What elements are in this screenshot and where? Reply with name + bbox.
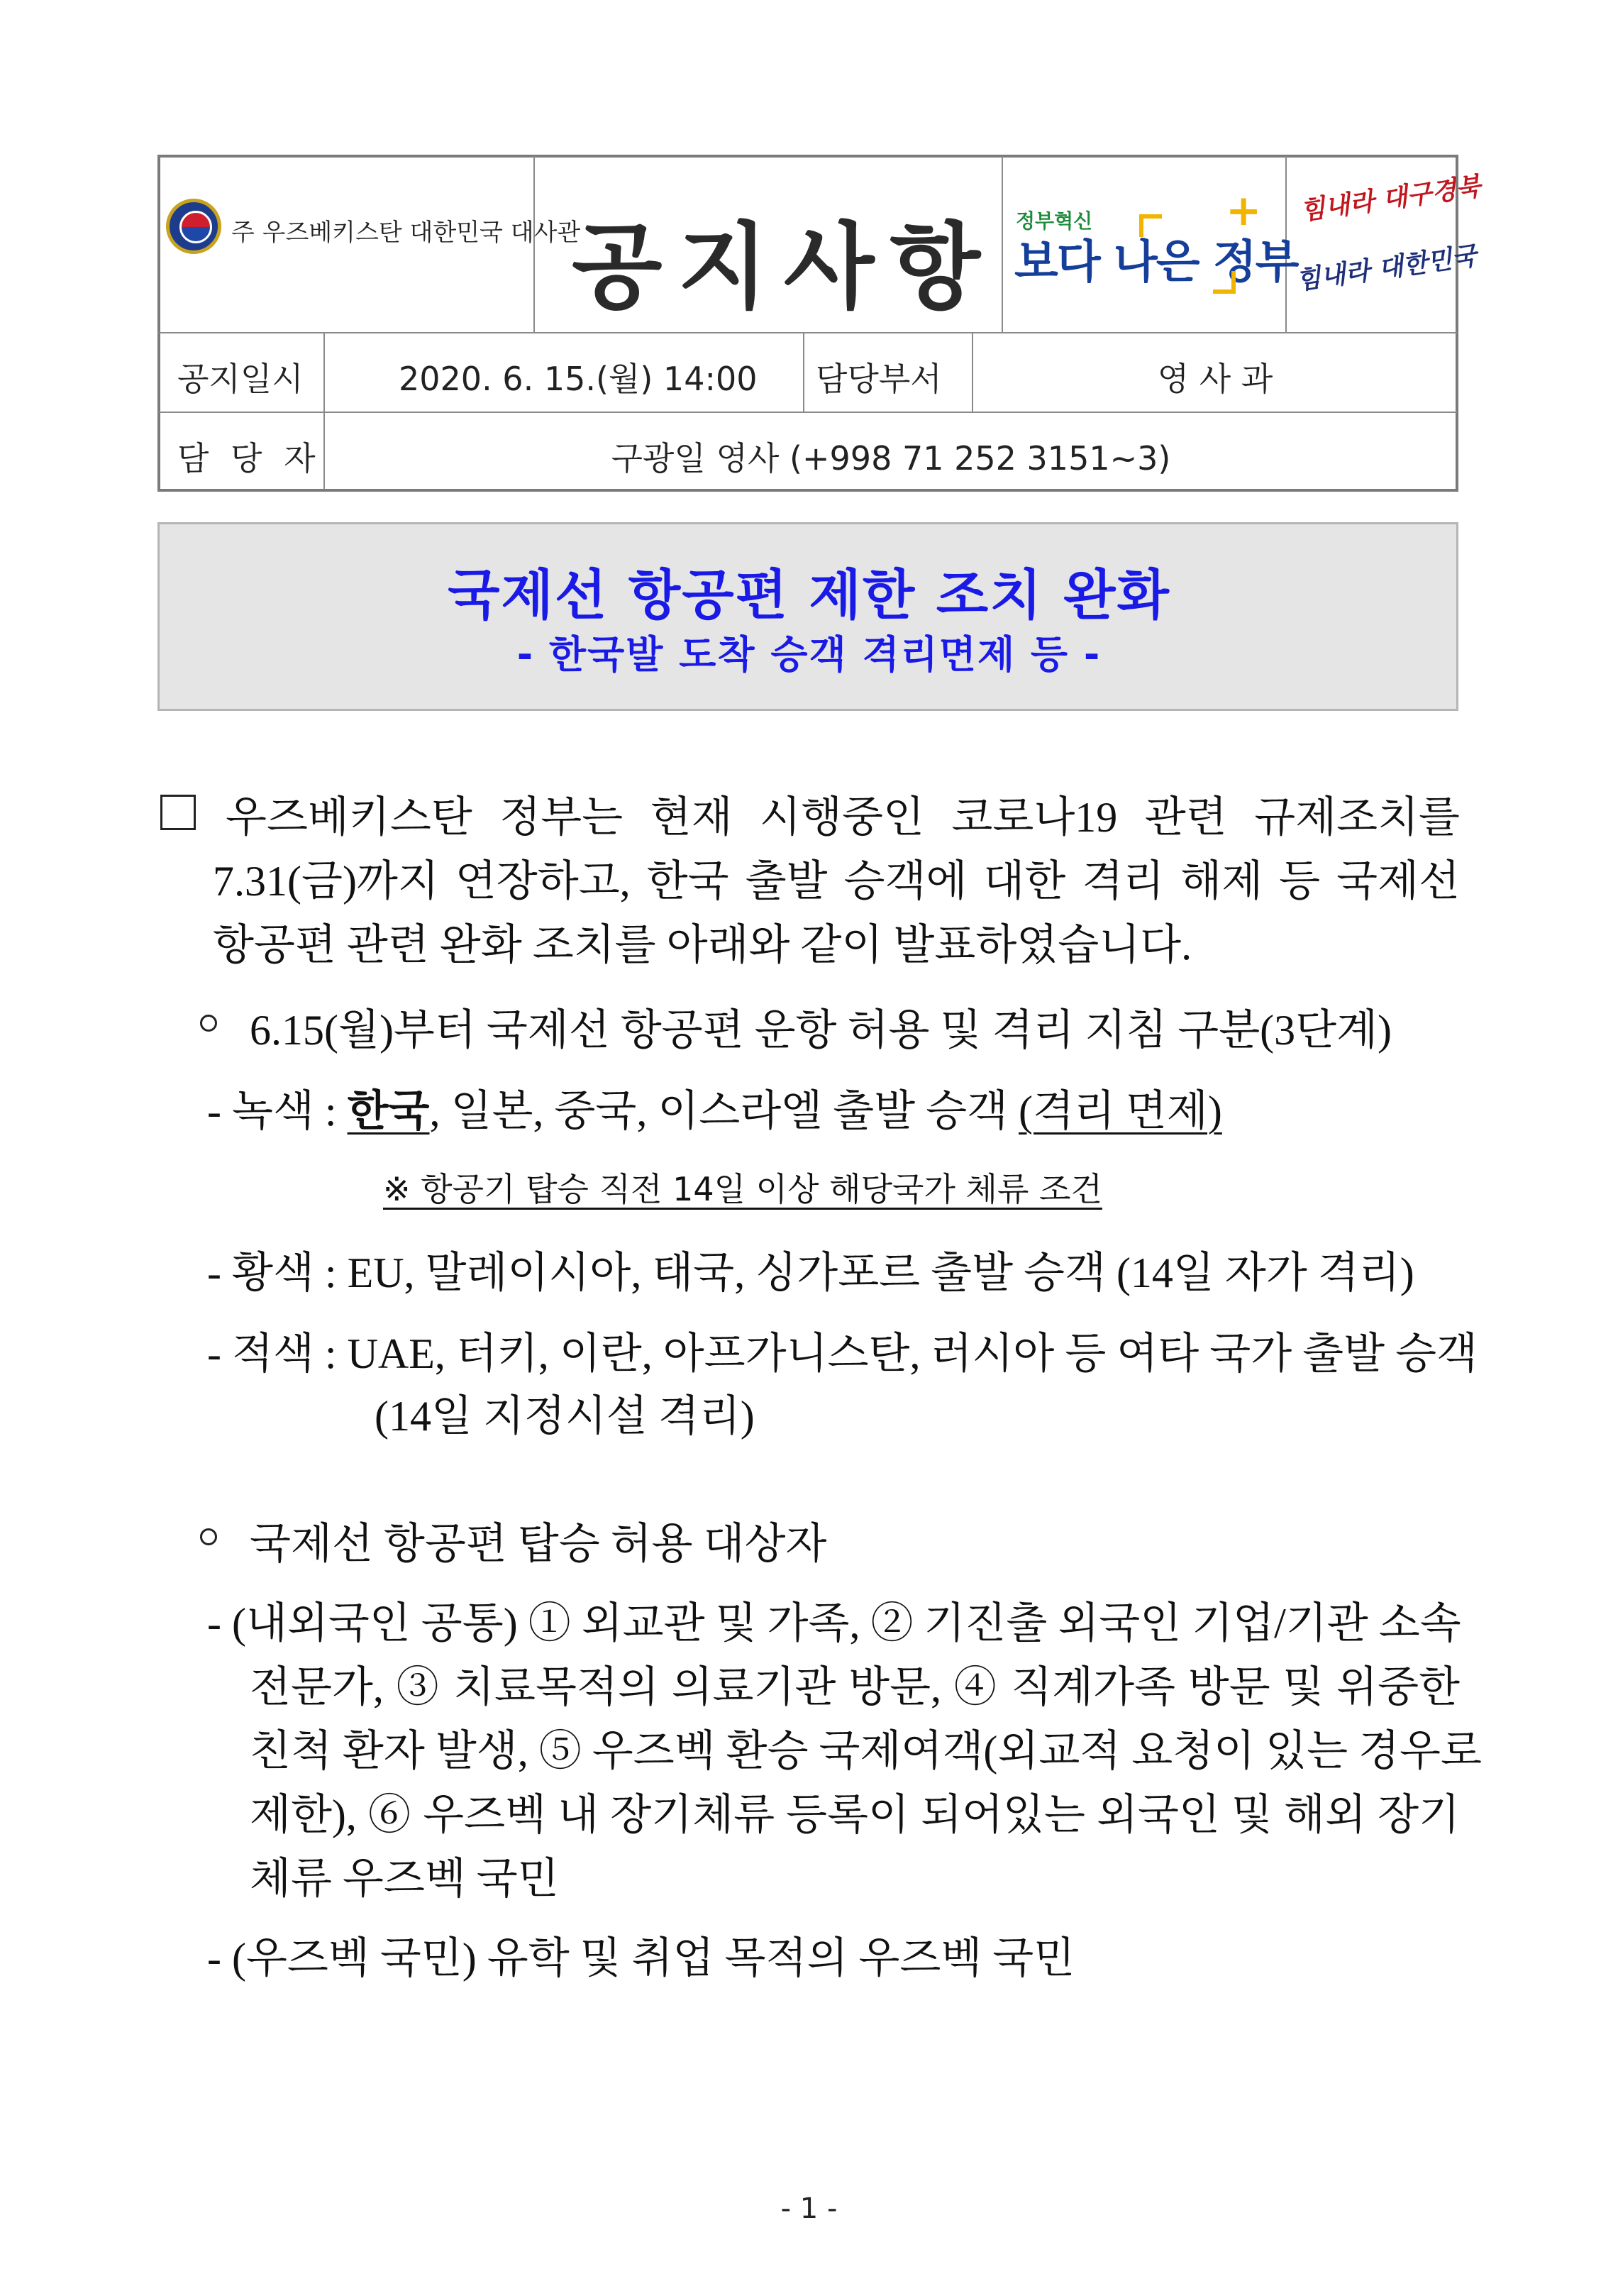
notice-date-value: 2020. 6. 15.(월) 14:00 (399, 360, 758, 398)
yellow-level-line: - 황색 : EU, 말레이시아, 태국, 싱가포르 출발 승객 (14일 자가 격리) (207, 1249, 1414, 1296)
green-countries: , 일본, 중국, 이스라엘 출발 승객 (429, 1088, 1019, 1135)
cheer-logo-line2: 힘내라 대한민국 (1294, 241, 1478, 296)
green-exempt: (격리 면제) (1019, 1088, 1222, 1135)
green-prefix: - 녹색 : (207, 1088, 348, 1135)
intro-line-3: 항공편 관련 완화 조치를 아래와 같이 발표하였습니다. (213, 922, 1192, 968)
red-level-line-2: (14일 지정시설 격리) (375, 1393, 755, 1440)
document-title: 국제선 항공편 제한 조치 완화 (448, 563, 1170, 627)
green-level-line (207, 1077, 1222, 1138)
red-level-line-1: - 적색 : UAE, 터키, 이란, 아프가니스탄, 러시아 등 여타 국가 출발 승객 (207, 1330, 1478, 1377)
eligible-line-4: 제한), ⑥ 우즈벡 내 장기체류 등록이 되어있는 외국인 및 해외 장기 (250, 1792, 1460, 1838)
circle-bullet-icon (200, 1015, 217, 1032)
department-value: 영 사 과 (1157, 360, 1273, 398)
header-divider (803, 332, 804, 412)
uzbek-nationals-line: - (우즈벡 국민) 유학 및 취업 목적의 우즈벡 국민 (207, 1935, 1075, 1982)
contact-value: 구광일 영사 (+998 71 252 3151~3) (611, 439, 1171, 478)
eligible-line-5: 체류 우즈벡 국민 (250, 1855, 559, 1902)
green-note: ※ 항공기 탑승 직전 14일 이상 해당국가 체류 조건 (383, 1170, 1102, 1208)
logo-bracket-icon (1139, 214, 1162, 237)
section2-heading: 국제선 항공편 탑승 허용 대상자 (250, 1520, 827, 1567)
page-number: - 1 - (780, 2192, 838, 2225)
logo-plus-icon: + (1226, 186, 1262, 236)
header-divider (1002, 156, 1003, 332)
header-divider (159, 332, 1457, 333)
circle-bullet-icon (200, 1528, 217, 1545)
eligible-line-3: 친척 환자 발생, ⑤ 우즈벡 환승 국제여객(외교적 요청이 있는 경우로 (250, 1728, 1482, 1775)
eligible-line-1: - (내외국인 공통) ① 외교관 및 가족, ② 기진출 외국인 기업/기관 소속 (207, 1600, 1461, 1647)
gov-innovation-logo-top: 정부혁신 (1016, 209, 1093, 233)
document-subtitle: - 한국발 도착 승객 격리면제 등 - (516, 632, 1102, 677)
intro-line-2: 7.31(금)까지 연장하고, 한국 출발 승객에 대한 격리 해제 등 국제선 (213, 858, 1460, 905)
intro-line-1: 우즈베키스탄 정부는 현재 시행중인 코로나19 관련 규제조치를 (226, 794, 1460, 841)
notice-title: 공지사항 (572, 213, 997, 322)
embassy-emblem-icon (166, 199, 221, 254)
eligible-line-2: 전문가, ③ 치료목적의 의료기관 방문, ④ 직계가족 방문 및 위중한 (250, 1664, 1460, 1711)
checkbox-bullet-icon (160, 795, 196, 830)
gov-innovation-logo-main: 보다 나은 정부 (1014, 236, 1298, 289)
contact-label: 담 당 자 (177, 439, 321, 478)
logo-bracket-icon (1213, 271, 1236, 294)
header-divider (159, 412, 1457, 413)
department-label: 담당부서 (816, 360, 942, 398)
section1-heading: 6.15(월)부터 국제선 항공편 운항 허용 및 격리 지침 구분(3단계) (250, 1007, 1392, 1054)
green-korea: 한국 (347, 1088, 430, 1135)
notice-date-label: 공지일시 (177, 360, 304, 398)
cheer-logo-line1: 힘내라 대구경북 (1298, 171, 1483, 226)
embassy-name: 주 우즈베키스탄 대한민국 대사관 (231, 219, 581, 247)
